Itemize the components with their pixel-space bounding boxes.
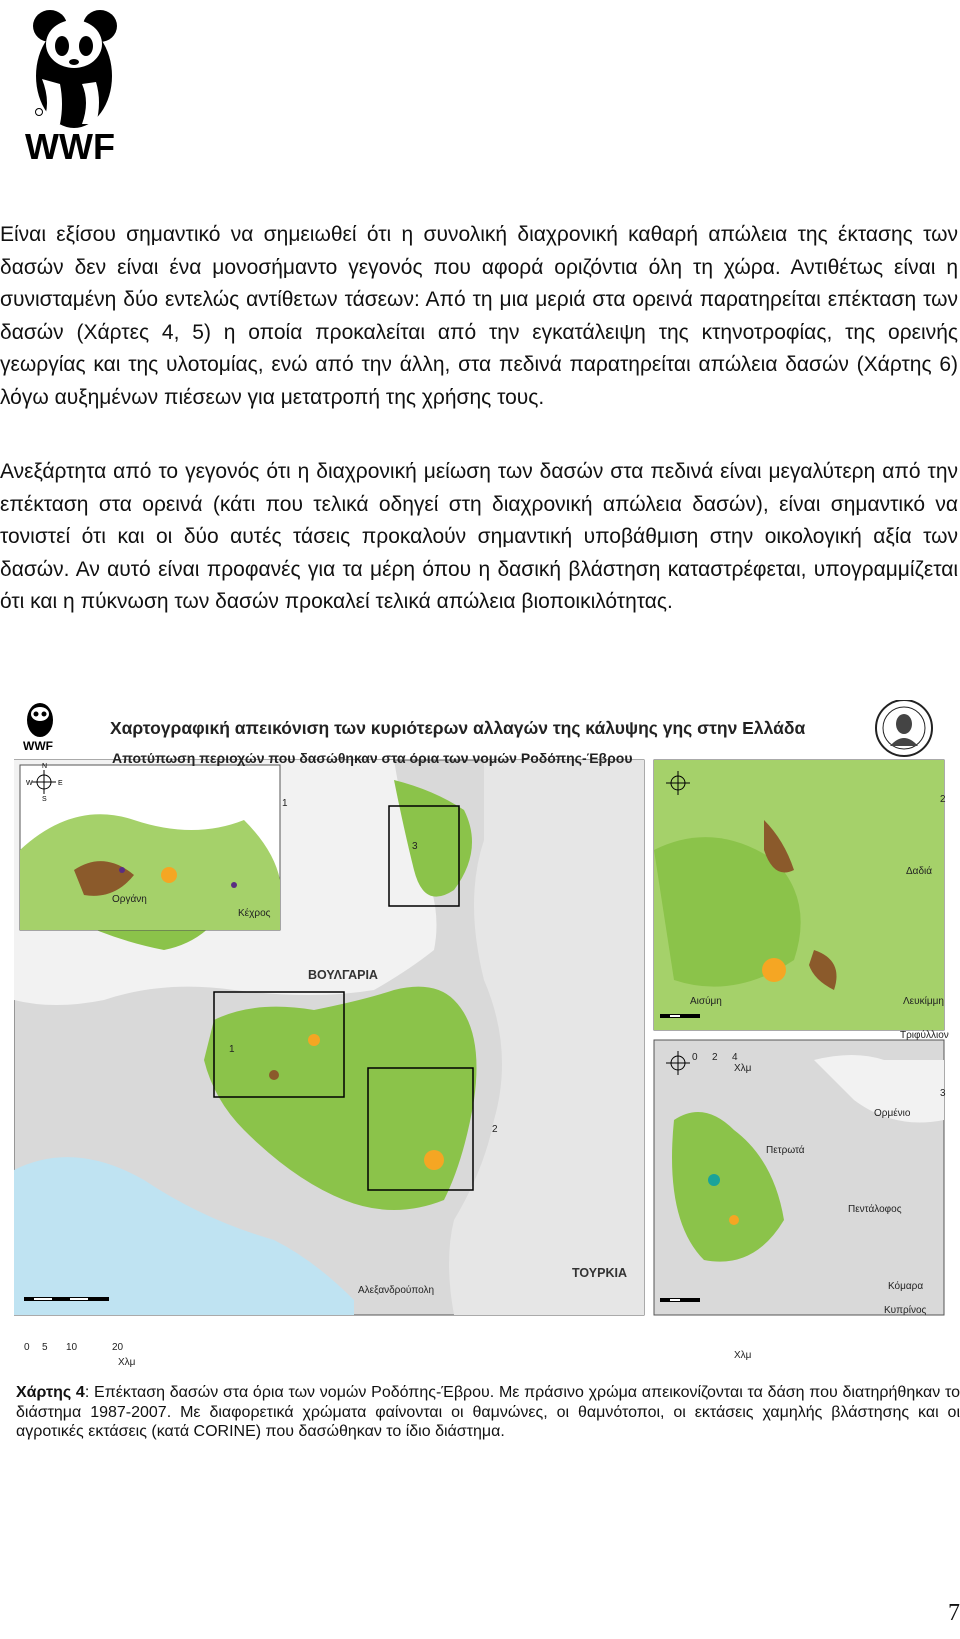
map-figure bbox=[14, 700, 950, 1375]
place-label: Λευκίμμη bbox=[903, 996, 944, 1007]
country-label-bulgaria: ΒΟΥΛΓΑΡΙΑ bbox=[308, 968, 378, 982]
inset-number-1: 1 bbox=[282, 798, 288, 809]
svg-text:S: S bbox=[42, 796, 47, 803]
place-label: Οργάνη bbox=[112, 894, 147, 905]
inset-map-2 bbox=[654, 760, 944, 1030]
scale-tick: 10 bbox=[66, 1342, 78, 1353]
box-number-1: 1 bbox=[229, 1044, 235, 1055]
place-label: Αισύμη bbox=[690, 996, 722, 1007]
scale-tick: 2 bbox=[712, 1052, 718, 1063]
map-wwf-text: WWF bbox=[23, 739, 53, 753]
place-label: Αλεξανδρούπολη bbox=[358, 1285, 435, 1296]
map-title: Χαρτογραφική απεικόνιση των κυριότερων αλλαγών της κάλυψης γης στην Ελλάδα bbox=[110, 718, 806, 738]
main-map bbox=[14, 760, 644, 1315]
figure-caption bbox=[16, 1383, 960, 1442]
university-seal bbox=[876, 700, 932, 756]
place-label: Ορμένιο bbox=[874, 1108, 911, 1119]
place-label: Τριφύλλιον bbox=[900, 1030, 949, 1041]
country-label-turkey: ΤΟΥΡΚΙΑ bbox=[572, 1266, 627, 1280]
page-number: 7 bbox=[948, 1600, 960, 1626]
paragraph-1: Είναι εξίσου σημαντικό να σημειωθεί ότι η συνολική διαχρονική καθαρή απώλεια της έκτασης των δασών δεν είναι ένα μονοσήμαντο γεγονός που αφορά οριζόντια όλη τη χώρα. Αντιθέτως είναι η συνισταμένη δύο εντελώς αντίθετων τάσεων: Από τη μια μεριά στα ορεινά παρατηρείται επέκταση των δασών (Χάρτες 4, 5) η οποία προκαλείται από την εγκατάλειψη της κτηνοτροφίας, της ορεινής γεωργίας και της υλοτομίας, ενώ από την άλλη, στα πεδινά παρατηρείται απώλεια δασών (Χάρτης 6) λόγω αυξημένων πιέσεων για μετατροπή της χρήσης τους. bbox=[0, 223, 958, 409]
svg-text:W: W bbox=[26, 780, 33, 787]
place-label: Πεντάλοφος bbox=[848, 1204, 902, 1215]
caption-label: Χάρτης 4 bbox=[16, 1384, 85, 1401]
scale-unit: Χλμ bbox=[118, 1357, 136, 1368]
scale-tick: 20 bbox=[112, 1342, 124, 1353]
inset-map-3 bbox=[654, 1040, 944, 1315]
scale-tick: 4 bbox=[732, 1052, 738, 1063]
scale-tick: 5 bbox=[42, 1342, 48, 1353]
scale-unit: Χλμ bbox=[734, 1063, 752, 1074]
wwf-panda-logo bbox=[12, 4, 122, 164]
svg-text:E: E bbox=[58, 780, 63, 787]
svg-text:N: N bbox=[42, 763, 48, 770]
place-label: Πετρωτά bbox=[766, 1145, 805, 1156]
wwf-logo-text: WWF bbox=[25, 126, 115, 164]
inset-number-2: 2 bbox=[940, 794, 946, 805]
paragraph-2: Ανεξάρτητα από το γεγονός ότι η διαχρονική μείωση των δασών στα πεδινά είναι μεγαλύτερη από την επέκταση στα ορεινά (κάτι που τελικά οδηγεί στη διαχρονική απώλεια δασών), είναι σημαντικό να τονιστεί ότι και οι δύο αυτές τάσεις προκαλούν σημαντική υποβάθμιση στην οικολογική αξία των δασών. Αν αυτό είναι προφανές για τα μέρη όπου η δασική βλάστηση καταστρέφεται, υπογραμμίζεται ότι και η πύκνωση των δασών προκαλεί τελικά απώλεια βιοποικιλότητας. bbox=[0, 460, 958, 614]
place-label: Κυπρίνος bbox=[884, 1305, 927, 1316]
inset-number-3: 3 bbox=[940, 1088, 946, 1099]
box-number-3: 3 bbox=[412, 841, 418, 852]
scale-unit: Χλμ bbox=[734, 1350, 752, 1361]
box-number-2: 2 bbox=[492, 1124, 498, 1135]
caption-text: : Επέκταση δασών στα όρια των νομών Ροδόπης-Έβρου. Με πράσινο χρώμα απεικονίζονται τα δάση που διατηρήθηκαν το διάστημα 1987-2007. Με διαφορετικά χρώματα φαίνονται οι θαμνώνες, οι θαμνότοποι, οι εκτάσεις χαμηλής βλάστησης και οι αγροτικές εκτάσεις (κατά CORINE) που δασώθηκαν το ίδιο διάστημα. bbox=[16, 1384, 960, 1441]
place-label: Κέχρος bbox=[238, 908, 271, 919]
scale-tick: 0 bbox=[24, 1342, 30, 1353]
scale-tick: 0 bbox=[692, 1052, 698, 1063]
place-label: Δαδιά bbox=[906, 866, 933, 877]
map-subtitle: Αποτύπωση περιοχών που δασώθηκαν στα όρια των νομών Ροδόπης-Έβρου bbox=[112, 750, 633, 766]
place-label: Κόμαρα bbox=[888, 1281, 924, 1292]
